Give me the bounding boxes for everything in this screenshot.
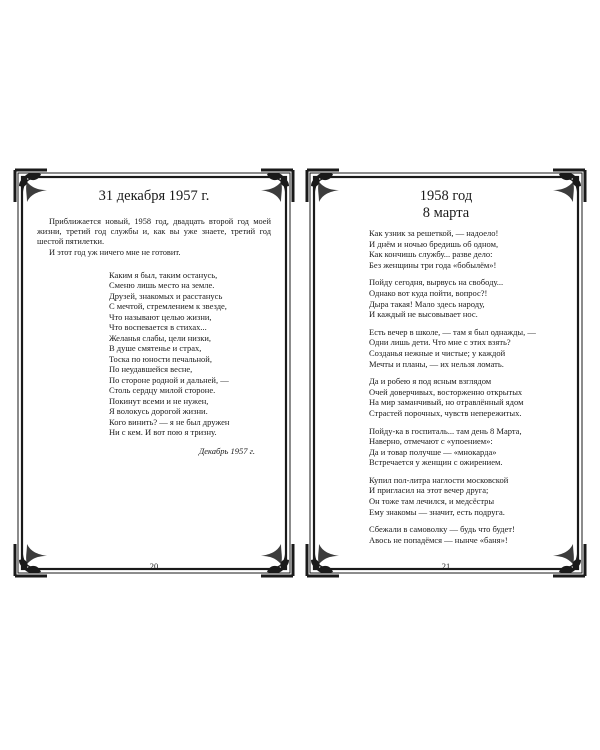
poem-line: Каким я был, таким останусь, [109,269,218,280]
poem-line: Да и товар получше — «мнокарда» [369,446,497,457]
poem-line: Пойду-ка в госпиталь... там день 8 Марта, [369,425,522,436]
poem-line: Встречается у женщин с ожирением. [369,457,503,468]
poem-line: С мечтой, стремлением к звезде, [109,301,227,312]
poem-line: Как узник за решеткой, — надоело! [369,228,499,238]
poem-line: Пойду сегодня, вырвусь на свободу... [369,277,504,288]
poem-line: В душе смятенье и страх, [109,343,202,354]
poem-line: Без женщины три года «бобылём»! [369,259,497,270]
poem-line: Одни лишь дети. Что мне с этих взять? [369,337,511,348]
poem-line: Купил пол-литра наглости московской [369,474,509,485]
poem-line: Друзей, знакомых и расстанусь [109,290,223,301]
stanza [369,228,563,270]
poem-line: Страстей порочных, чувств непережитых. [369,407,522,418]
left-page [13,168,295,578]
poem-line: Очей доверчивых, восторженно открытых [369,386,523,397]
title-line: 1958 год [419,188,473,204]
poem-line: И каждый не высовывает нос. [369,309,478,320]
poem-line: Ни с кем. И вот пою я тризну. [109,427,217,438]
poem-line: По неудавшейся весне, [109,364,193,375]
stanza [369,327,563,369]
left-page-title: 31 декабря 1957 г. [98,188,210,204]
poem-line: Что называют целью жизни, [109,311,212,322]
page-number: 20 [149,561,159,571]
right-page-title [329,188,563,222]
stanza [369,426,563,468]
poem-line: Покинут всеми и не нужен, [109,395,209,406]
right-page [305,168,587,578]
poem-line: На мир заманчивый, но отравлённый ядом [369,397,524,408]
poem-line: И пригласил на этот вечер друга; [369,485,489,496]
poem-signature: Декабрь 1957 г. [198,445,255,456]
poem-line: Сбежали в самоволку — будь что будет! [369,524,515,535]
poem-line: Однако вот куда пойти, вопрос?! [369,287,488,298]
poem-line: Что воспевается в стихах... [109,322,207,333]
poem-line: Дыра такая! Мало здесь народу, [369,298,485,309]
poem-line: Есть вечер в школе, — там я был однажды, — [369,326,536,337]
poem-line: Столь сердцу милой стороне. [109,385,216,396]
poem-line: Как кончишь службу... разве дело: [369,249,493,260]
prose-paragraph: Приближается новый, 1958 год, двадцать второй год моей жизни, третий год службы и, как вы уже знаете, третий год шестой пятилетки. [37,217,271,247]
poem-line: И днём и ночью бредишь об одном, [369,238,499,249]
poem-line: По стороне родной и дальней, — [109,374,229,385]
stanza [369,277,563,319]
poem-line: Да и робею я под ясным взглядом [369,376,492,387]
right-page-content [329,188,563,552]
stanza [369,524,563,545]
left-page-prose [37,217,271,258]
poem-line: Я волокусь дорогой жизни. [109,406,208,417]
poem-line: Ему знакомы — значит, есть подруга. [369,506,505,517]
left-page-content [37,188,271,456]
poem-line: Наверно, отмечают с «упоением»: [369,436,493,447]
page-number: 21 [441,561,451,571]
title-line: 8 марта [422,205,470,221]
prose-paragraph: И этот год уж ничего мне не готовит. [49,247,181,257]
poem-line: Созданья нежные и чистые; у каждой [369,347,506,358]
right-page-poem [329,228,563,545]
poem-line: Авось не попадёмся — нынче «баня»! [369,534,508,545]
poem-line: Тоска по юности печальной, [109,353,212,364]
left-page-poem [109,270,271,438]
poem-line: Сменю лишь место на земле. [109,280,215,291]
poem-line: Он тоже там лечился, и медсёстры [369,496,495,507]
stanza [369,475,563,517]
poem-line: Мечты и планы, — их нельзя ломать. [369,358,504,369]
poem-line: Кого винить? — я не был дружен [109,416,230,427]
poem-line: Желанья слабы, цели низки, [109,332,211,343]
stanza [369,376,563,418]
